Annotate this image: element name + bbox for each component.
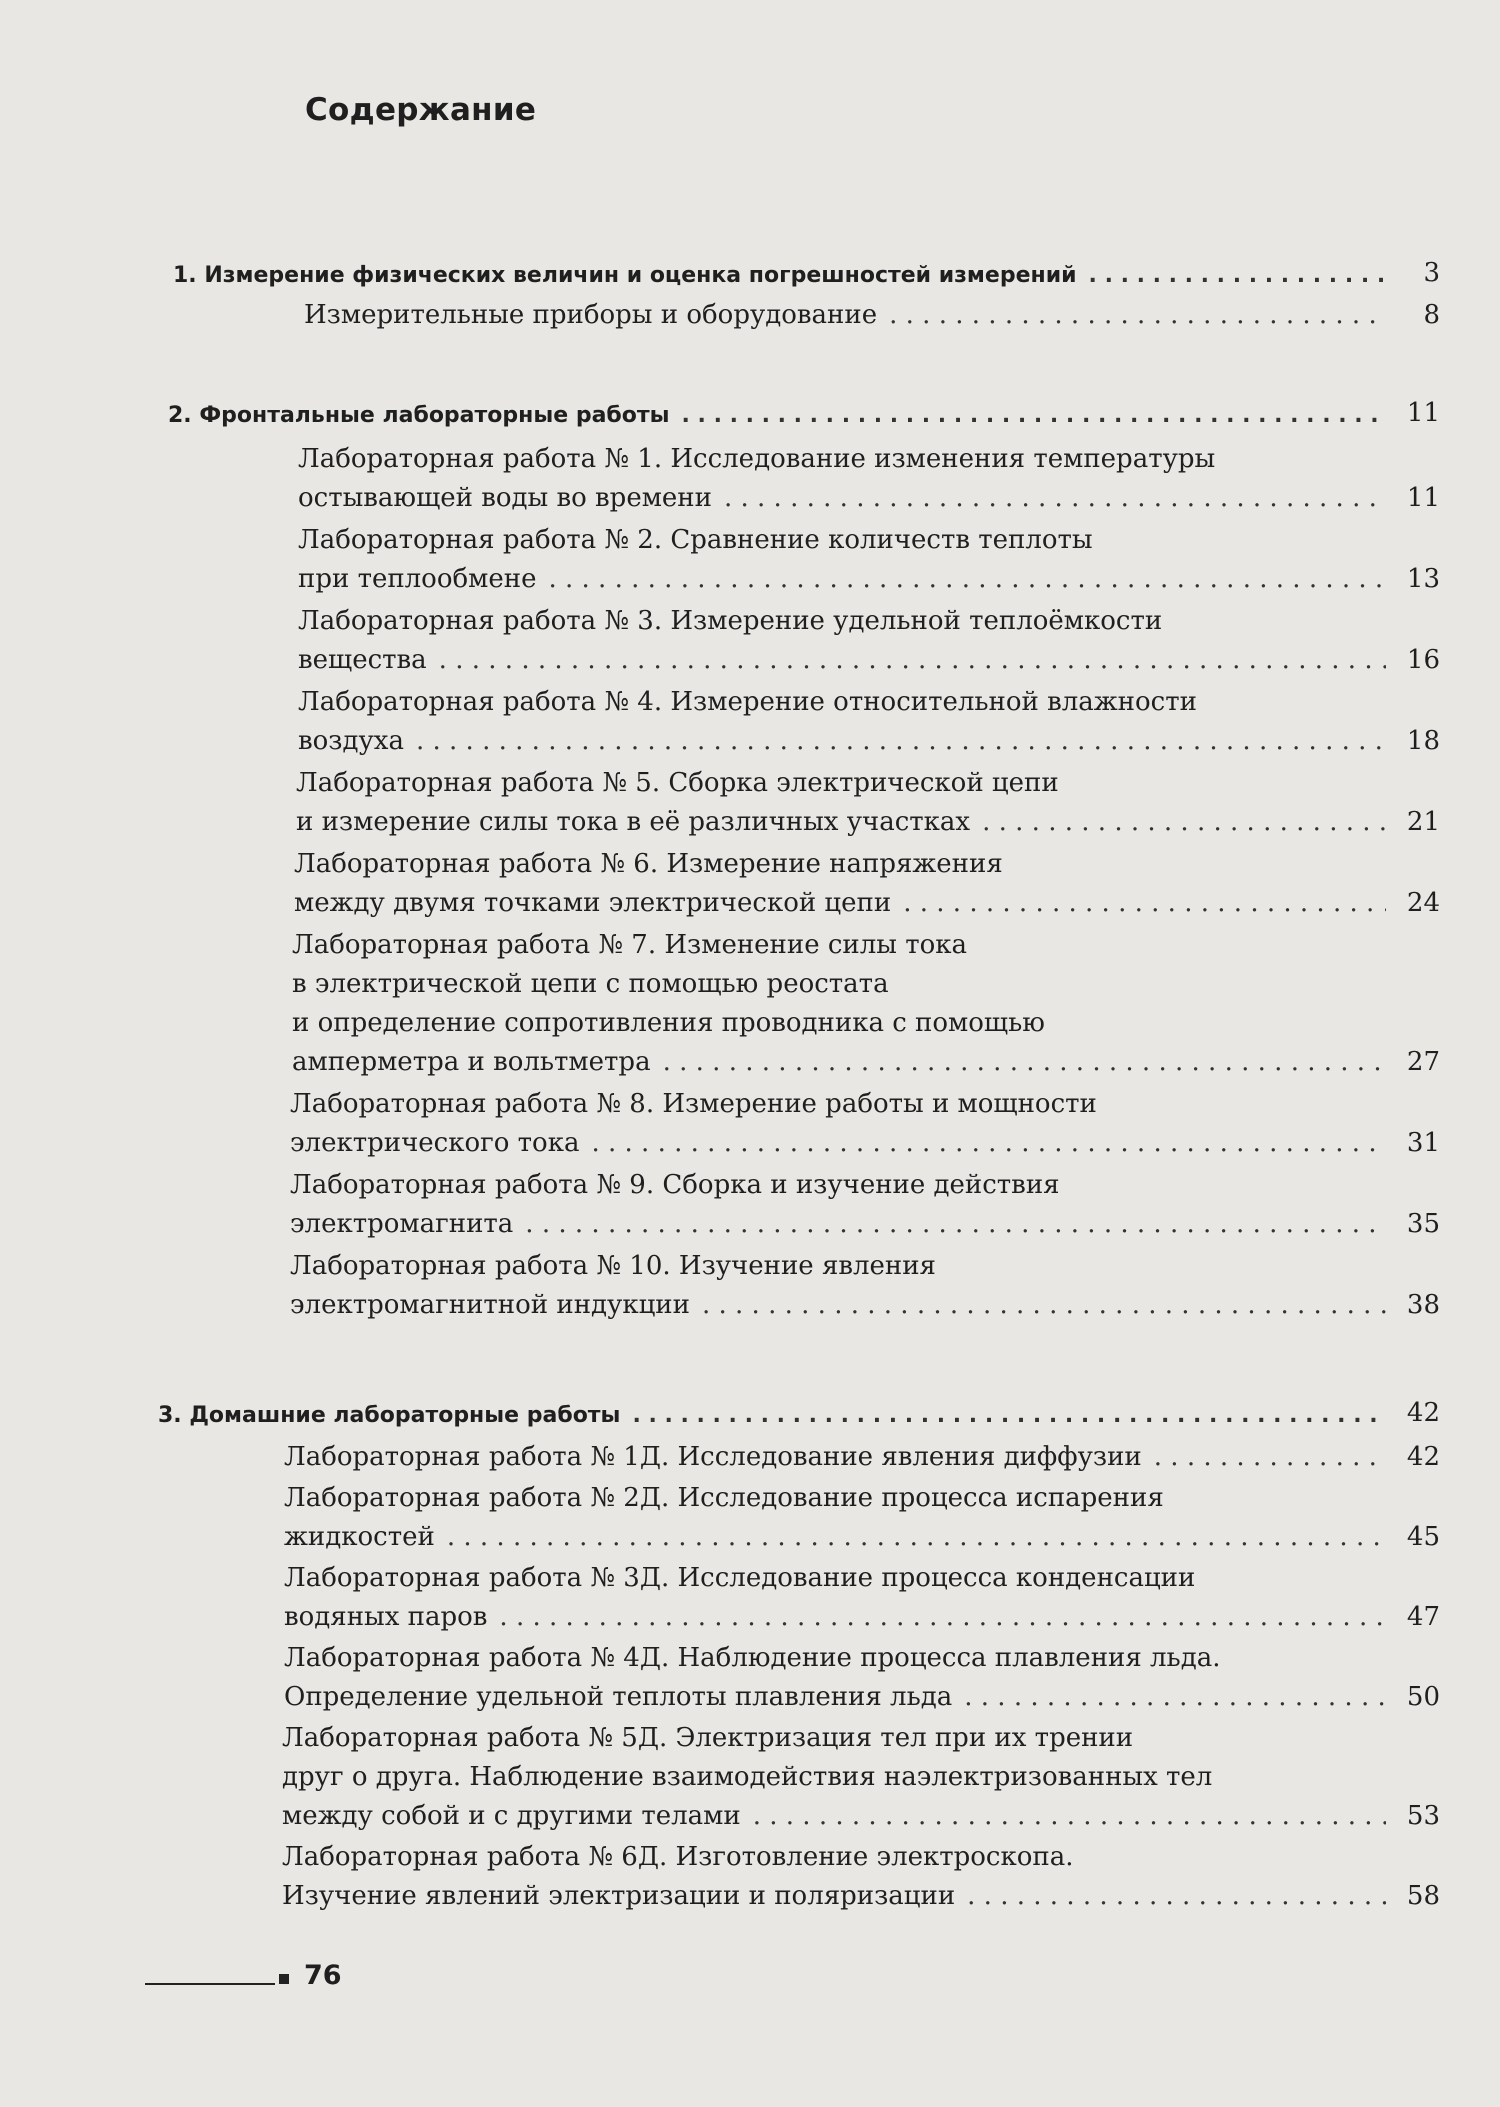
dot-leader [663, 1043, 1386, 1082]
toc-section-1 [0, 258, 1500, 335]
page-title: Содержание [305, 92, 537, 128]
entry-title-line: Лабораторная работа № 4. Измерение относительной влажности [298, 687, 1197, 717]
dot-leader [1154, 1438, 1386, 1477]
entry-last-line [296, 803, 1440, 842]
toc-entry [284, 1438, 1500, 1477]
dot-leader [702, 1286, 1386, 1325]
section-title: 2. Фронтальные лабораторные работы [168, 403, 670, 428]
entry-last-line [282, 1797, 1440, 1836]
dot-leader [499, 1598, 1386, 1637]
entry-title-line: жидкостей [284, 1522, 435, 1552]
page-number: 47 [1406, 1602, 1440, 1632]
entry-title-line: друг о друга. Наблюдение взаимодействия наэлектризованных тел [282, 1762, 1213, 1792]
entry-last-line [292, 1043, 1440, 1082]
toc-entry [284, 1559, 1500, 1637]
entry-title-line: Лабораторная работа № 10. Изучение явления [290, 1251, 936, 1281]
section-heading [158, 1398, 1440, 1428]
page-number: 42 [1406, 1398, 1440, 1428]
toc-entry [304, 296, 1440, 335]
entry-title-line: электрического тока [290, 1128, 580, 1158]
dot-leader [591, 1124, 1386, 1163]
dot-leader [967, 1877, 1386, 1916]
page-number: 21 [1406, 807, 1440, 837]
entry-last-line [282, 1877, 1440, 1916]
entry-title-line: Лабораторная работа № 7. Изменение силы тока [292, 930, 968, 960]
page-number: 53 [1406, 1801, 1440, 1831]
entry-last-line [284, 1518, 1440, 1557]
entry-title-line: остывающей воды во времени [298, 483, 712, 513]
dot-leader [548, 560, 1386, 599]
page-number: 8 [1423, 300, 1440, 330]
entry-last-line [290, 1286, 1440, 1325]
page-number: 24 [1406, 888, 1440, 918]
dot-leader [439, 641, 1386, 680]
toc-entry [296, 764, 1500, 842]
page-number: 58 [1406, 1881, 1440, 1911]
entry-title-line: Лабораторная работа № 5Д. Электризация тел при их трении [282, 1723, 1134, 1753]
page-number: 18 [1406, 726, 1440, 756]
page-number: 3 [1423, 258, 1440, 288]
entry-title-line: Лабораторная работа № 3Д. Исследование процесса конденсации [284, 1563, 1196, 1593]
page-number: 31 [1406, 1128, 1440, 1158]
entry-last-line [298, 479, 1440, 518]
entry-title: Измерительные приборы и оборудование [304, 300, 878, 330]
toc-entry [282, 1719, 1500, 1836]
toc-entry [284, 1639, 1500, 1717]
page-number: 27 [1406, 1047, 1440, 1077]
dot-leader [903, 884, 1386, 923]
toc-section-3 [0, 1398, 1500, 1916]
toc-entry [284, 1479, 1500, 1557]
entry-title-line: электромагнита [290, 1209, 514, 1239]
page-number: 35 [1406, 1209, 1440, 1239]
dot-leader [753, 1797, 1386, 1836]
entry-title-line: между собой и с другими телами [282, 1801, 741, 1831]
entry-last-line [298, 722, 1440, 761]
entry-title-line: Лабораторная работа № 6. Измерение напряжения [294, 849, 1003, 879]
entry-title-line: Изучение явлений электризации и поляризации [282, 1881, 956, 1911]
page-number: 42 [1406, 1442, 1440, 1472]
footer-square-marker [279, 1974, 289, 1984]
entry-title-line: и определение сопротивления проводника с помощью [292, 1008, 1045, 1038]
toc-section-2 [0, 398, 1500, 1325]
page-number: 45 [1406, 1522, 1440, 1552]
toc-entry [294, 845, 1500, 923]
page-number: 11 [1406, 398, 1440, 428]
dot-leader [724, 479, 1386, 518]
entry-title-line: в электрической цепи с помощью реостата [292, 969, 889, 999]
entry-title-line: Лабораторная работа № 3. Измерение удельной теплоёмкости [298, 606, 1163, 636]
page-number: 50 [1406, 1682, 1440, 1712]
entry-title-line: Лабораторная работа № 8. Измерение работы и мощности [290, 1089, 1097, 1119]
entry-title-line: и измерение силы тока в её различных участках [296, 807, 971, 837]
entry-last-line [298, 641, 1440, 680]
toc-entry [298, 602, 1500, 680]
entry-last-line [284, 1598, 1440, 1637]
entry-title-line: вещества [298, 645, 427, 675]
page-number: 13 [1406, 564, 1440, 594]
entry-title-line: Лабораторная работа № 4Д. Наблюдение процесса плавления льда. [284, 1643, 1221, 1673]
entry-last-line [290, 1205, 1440, 1244]
dot-leader [447, 1518, 1386, 1557]
entry-title-line: Лабораторная работа № 1Д. Исследование явления диффузии [284, 1442, 1142, 1472]
footer-rule [145, 1983, 275, 1985]
toc-entry [298, 440, 1500, 518]
section-heading [173, 258, 1440, 288]
toc-entry [292, 926, 1500, 1082]
page-number: 16 [1406, 645, 1440, 675]
toc-entry [298, 683, 1500, 761]
dot-leader [1089, 263, 1386, 288]
toc-entry [282, 1838, 1500, 1916]
dot-leader [416, 722, 1386, 761]
entry-title-line: водяных паров [284, 1602, 488, 1632]
entry-last-line [290, 1124, 1440, 1163]
entry-title-line: Лабораторная работа № 2Д. Исследование процесса испарения [284, 1483, 1164, 1513]
toc-entry [290, 1166, 1500, 1244]
page-number: 11 [1406, 483, 1440, 513]
toc-entry [298, 521, 1500, 599]
entry-title-line: при теплообмене [298, 564, 537, 594]
footer-page-number: 76 [304, 1960, 342, 1991]
entry-last-line [284, 1678, 1440, 1717]
dot-leader [525, 1205, 1386, 1244]
entry-title-line: электромагнитной индукции [290, 1290, 690, 1320]
dot-leader [982, 803, 1386, 842]
section-heading [168, 398, 1440, 428]
entry-title-line: амперметра и вольтметра [292, 1047, 651, 1077]
entry-title-line: Лабораторная работа № 2. Сравнение количеств теплоты [298, 525, 1093, 555]
section-title: 1. Измерение физических величин и оценка погрешностей измерений [173, 263, 1077, 288]
entry-title-line: Лабораторная работа № 5. Сборка электрической цепи [296, 768, 1059, 798]
entry-title-line: между двумя точками электрической цепи [294, 888, 892, 918]
entry-title-line: Определение удельной теплоты плавления льда [284, 1682, 953, 1712]
page-number: 38 [1406, 1290, 1440, 1320]
dot-leader [889, 296, 1386, 335]
entry-title-line: Лабораторная работа № 6Д. Изготовление электроскопа. [282, 1842, 1074, 1872]
dot-leader [682, 403, 1386, 428]
toc-entry [290, 1085, 1500, 1163]
dot-leader [964, 1678, 1386, 1717]
entry-last-line [298, 560, 1440, 599]
entry-title-line: Лабораторная работа № 9. Сборка и изучение действия [290, 1170, 1060, 1200]
entry-title-line: воздуха [298, 726, 404, 756]
section-title: 3. Домашние лабораторные работы [158, 1403, 621, 1428]
toc-entry [290, 1247, 1500, 1325]
dot-leader [632, 1403, 1386, 1428]
entry-last-line [284, 1438, 1440, 1477]
entry-last-line [294, 884, 1440, 923]
entry-title-line: Лабораторная работа № 1. Исследование изменения температуры [298, 444, 1216, 474]
